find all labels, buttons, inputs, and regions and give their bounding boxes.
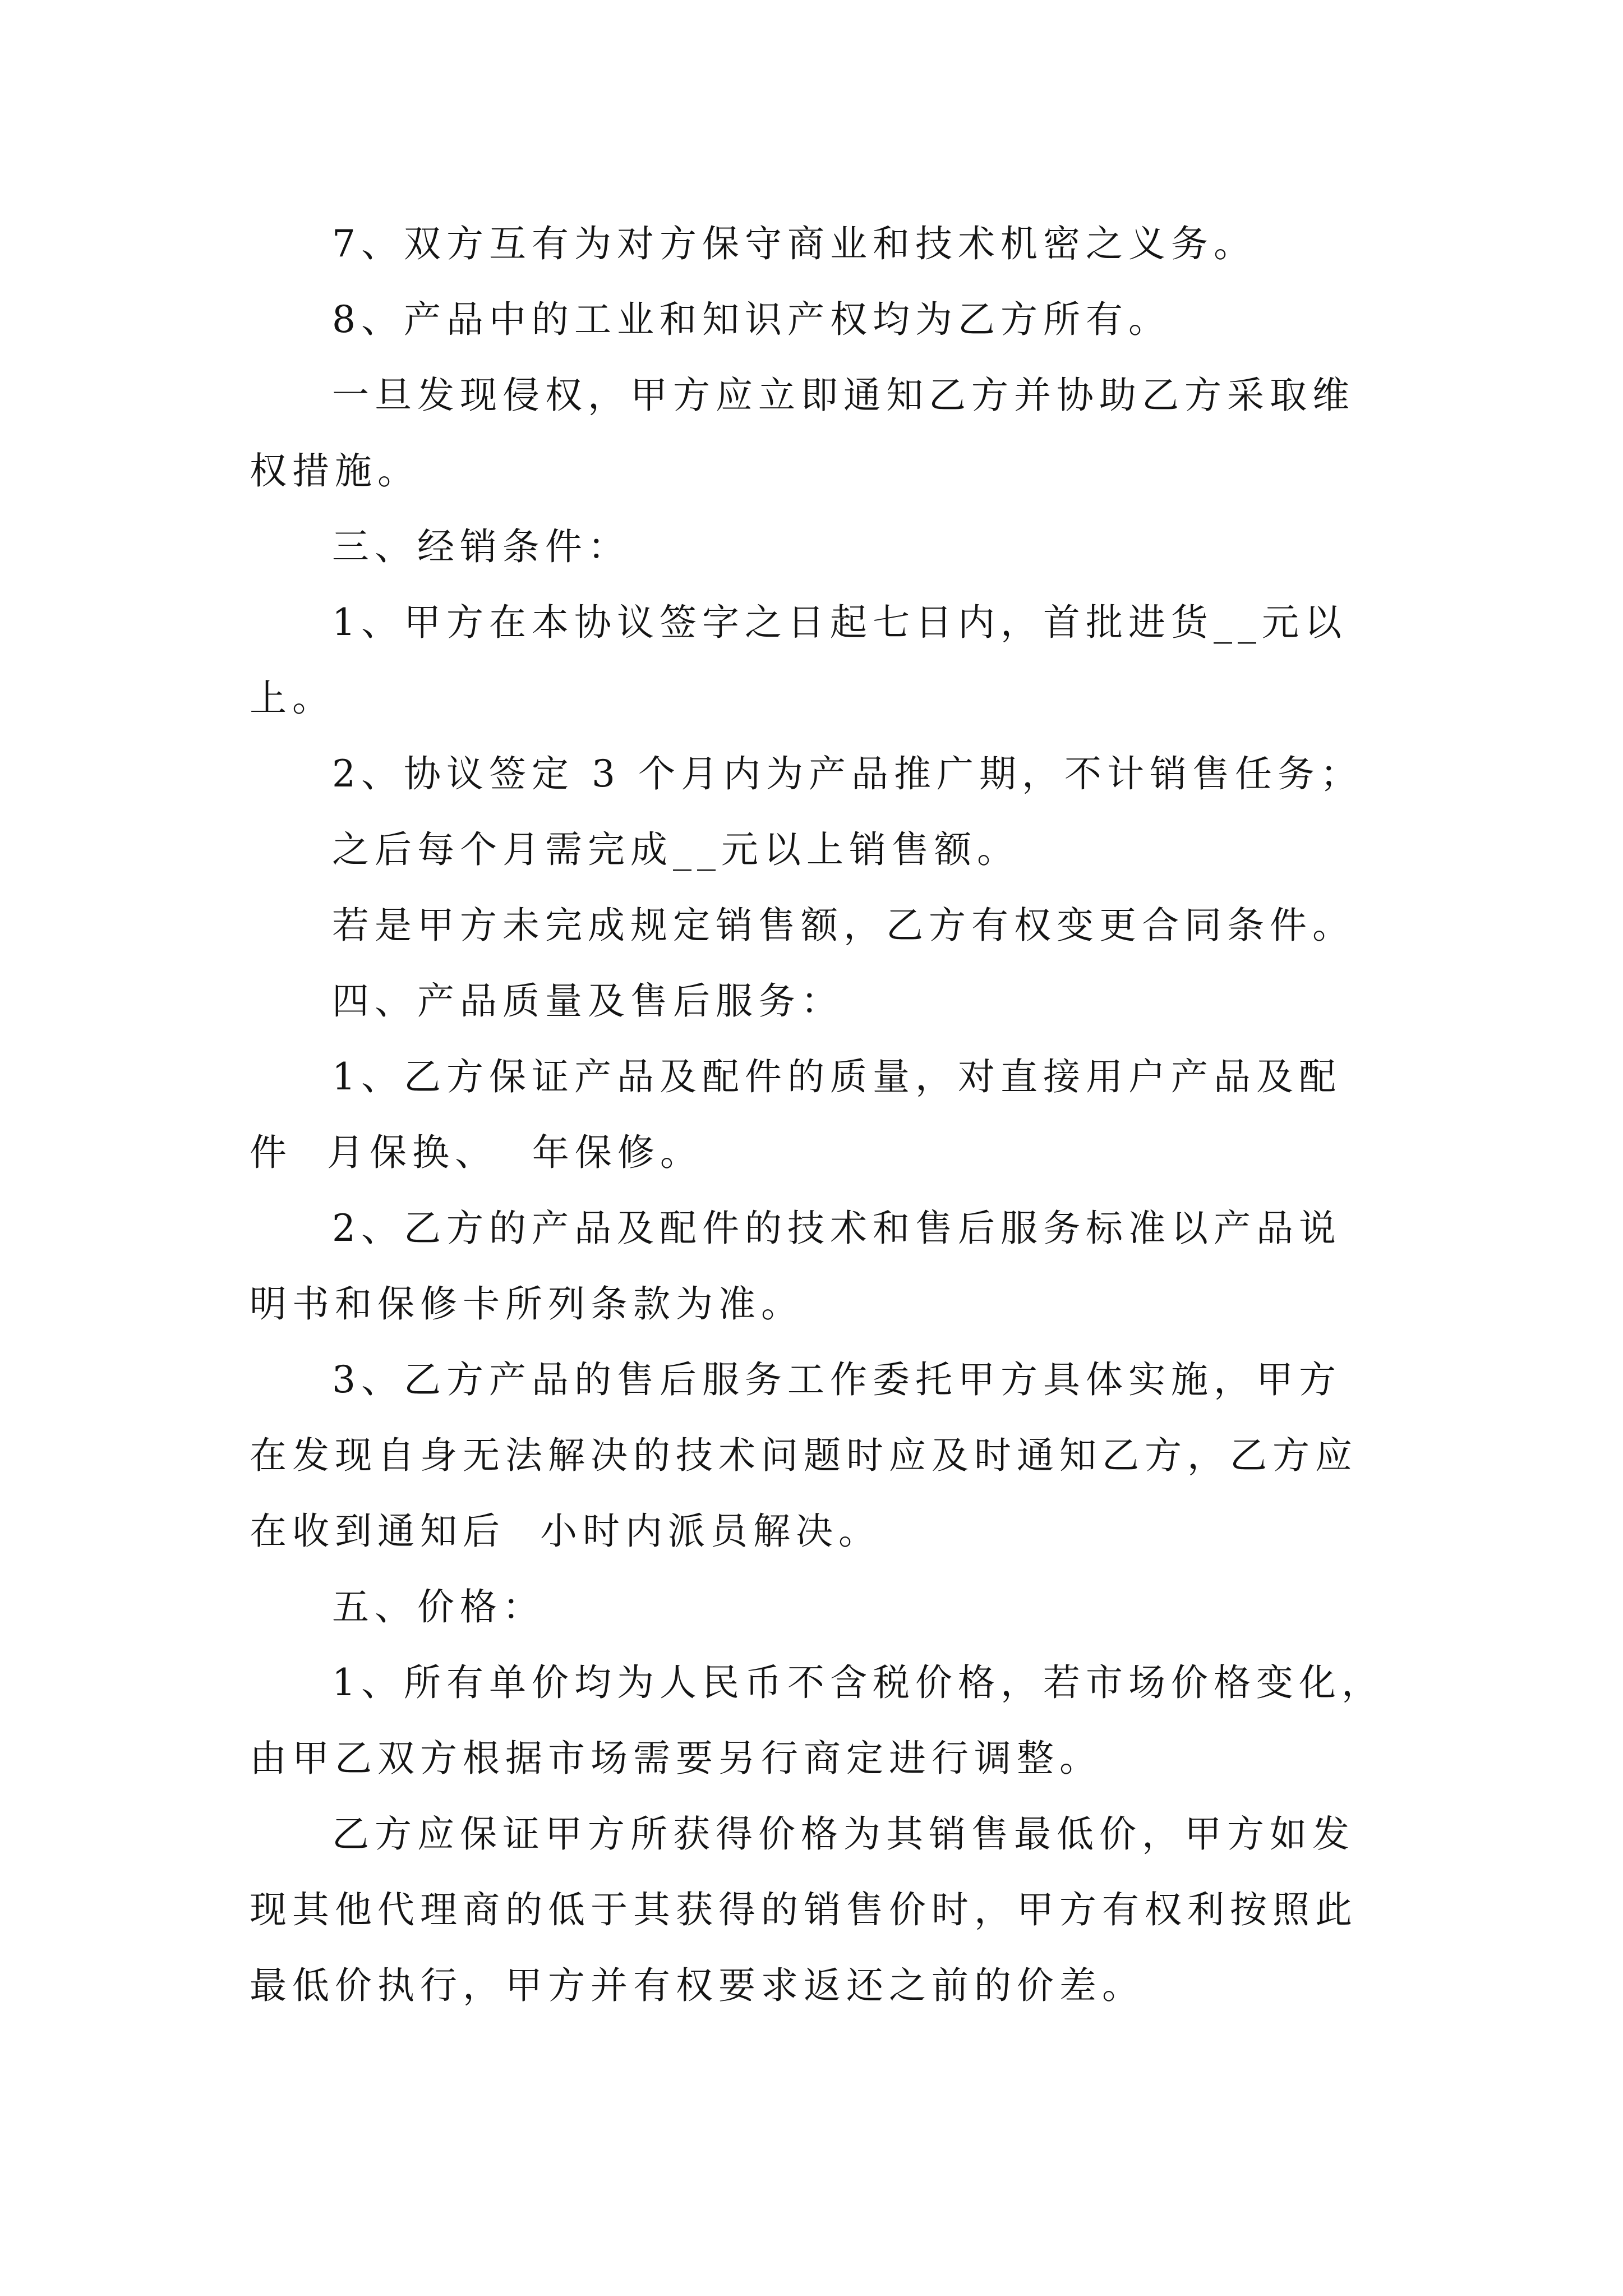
text-line: 五、价格： [332, 1585, 545, 1628]
text-line: 由甲乙双方根据市场需要另行商定进行调整。 [250, 1737, 1102, 1780]
text-line: 上。 [250, 677, 335, 720]
text-line: 1、乙方保证产品及配件的质量，对直接用户产品及配 [332, 1055, 1341, 1098]
text-line: 乙方应保证甲方所获得价格为其销售最低价，甲方如发 [332, 1812, 1355, 1856]
text-line: 件 月保换、 年保修。 [250, 1131, 703, 1174]
text-line: 之后每个月需完成__元以上销售额。 [332, 828, 1020, 871]
text-line: 一旦发现侵权，甲方应立即通知乙方并协助乙方采取维 [332, 374, 1355, 417]
text-line: 明书和保修卡所列条款为准。 [250, 1282, 804, 1326]
text-line: 四、产品质量及售后服务： [332, 979, 843, 1023]
text-line: 最低价执行，甲方并有权要求返还之前的价差。 [250, 1964, 1145, 2007]
text-line: 2、乙方的产品及配件的技术和售后服务标准以产品说 [332, 1207, 1341, 1250]
text-line: 3、乙方产品的售后服务工作委托甲方具体实施，甲方 [332, 1358, 1341, 1401]
text-line: 在收到通知后 小时内派员解决。 [250, 1510, 881, 1553]
text-line: 2、协议签定 3 个月内为产品推广期，不计销售任务； [332, 752, 1363, 795]
text-line: 在发现自身无法解决的技术问题时应及时通知乙方，乙方应 [250, 1434, 1358, 1477]
text-line: 权措施。 [250, 449, 420, 493]
text-line: 现其他代理商的低于其获得的销售价时，甲方有权利按照此 [250, 1888, 1358, 1931]
text-line: 1、甲方在本协议签字之日起七日内，首批进货__元以 [332, 601, 1347, 644]
text-line: 1、所有单价均为人民币不含税价格，若市场价格变化， [332, 1661, 1384, 1704]
text-line: 若是甲方未完成规定销售额，乙方有权变更合同条件。 [332, 904, 1355, 947]
text-line: 三、经销条件： [332, 525, 630, 568]
text-line: 7、双方互有为对方保守商业和技术机密之义务。 [332, 222, 1256, 265]
text-line: 8、产品中的工业和知识产权均为乙方所有。 [332, 298, 1171, 341]
